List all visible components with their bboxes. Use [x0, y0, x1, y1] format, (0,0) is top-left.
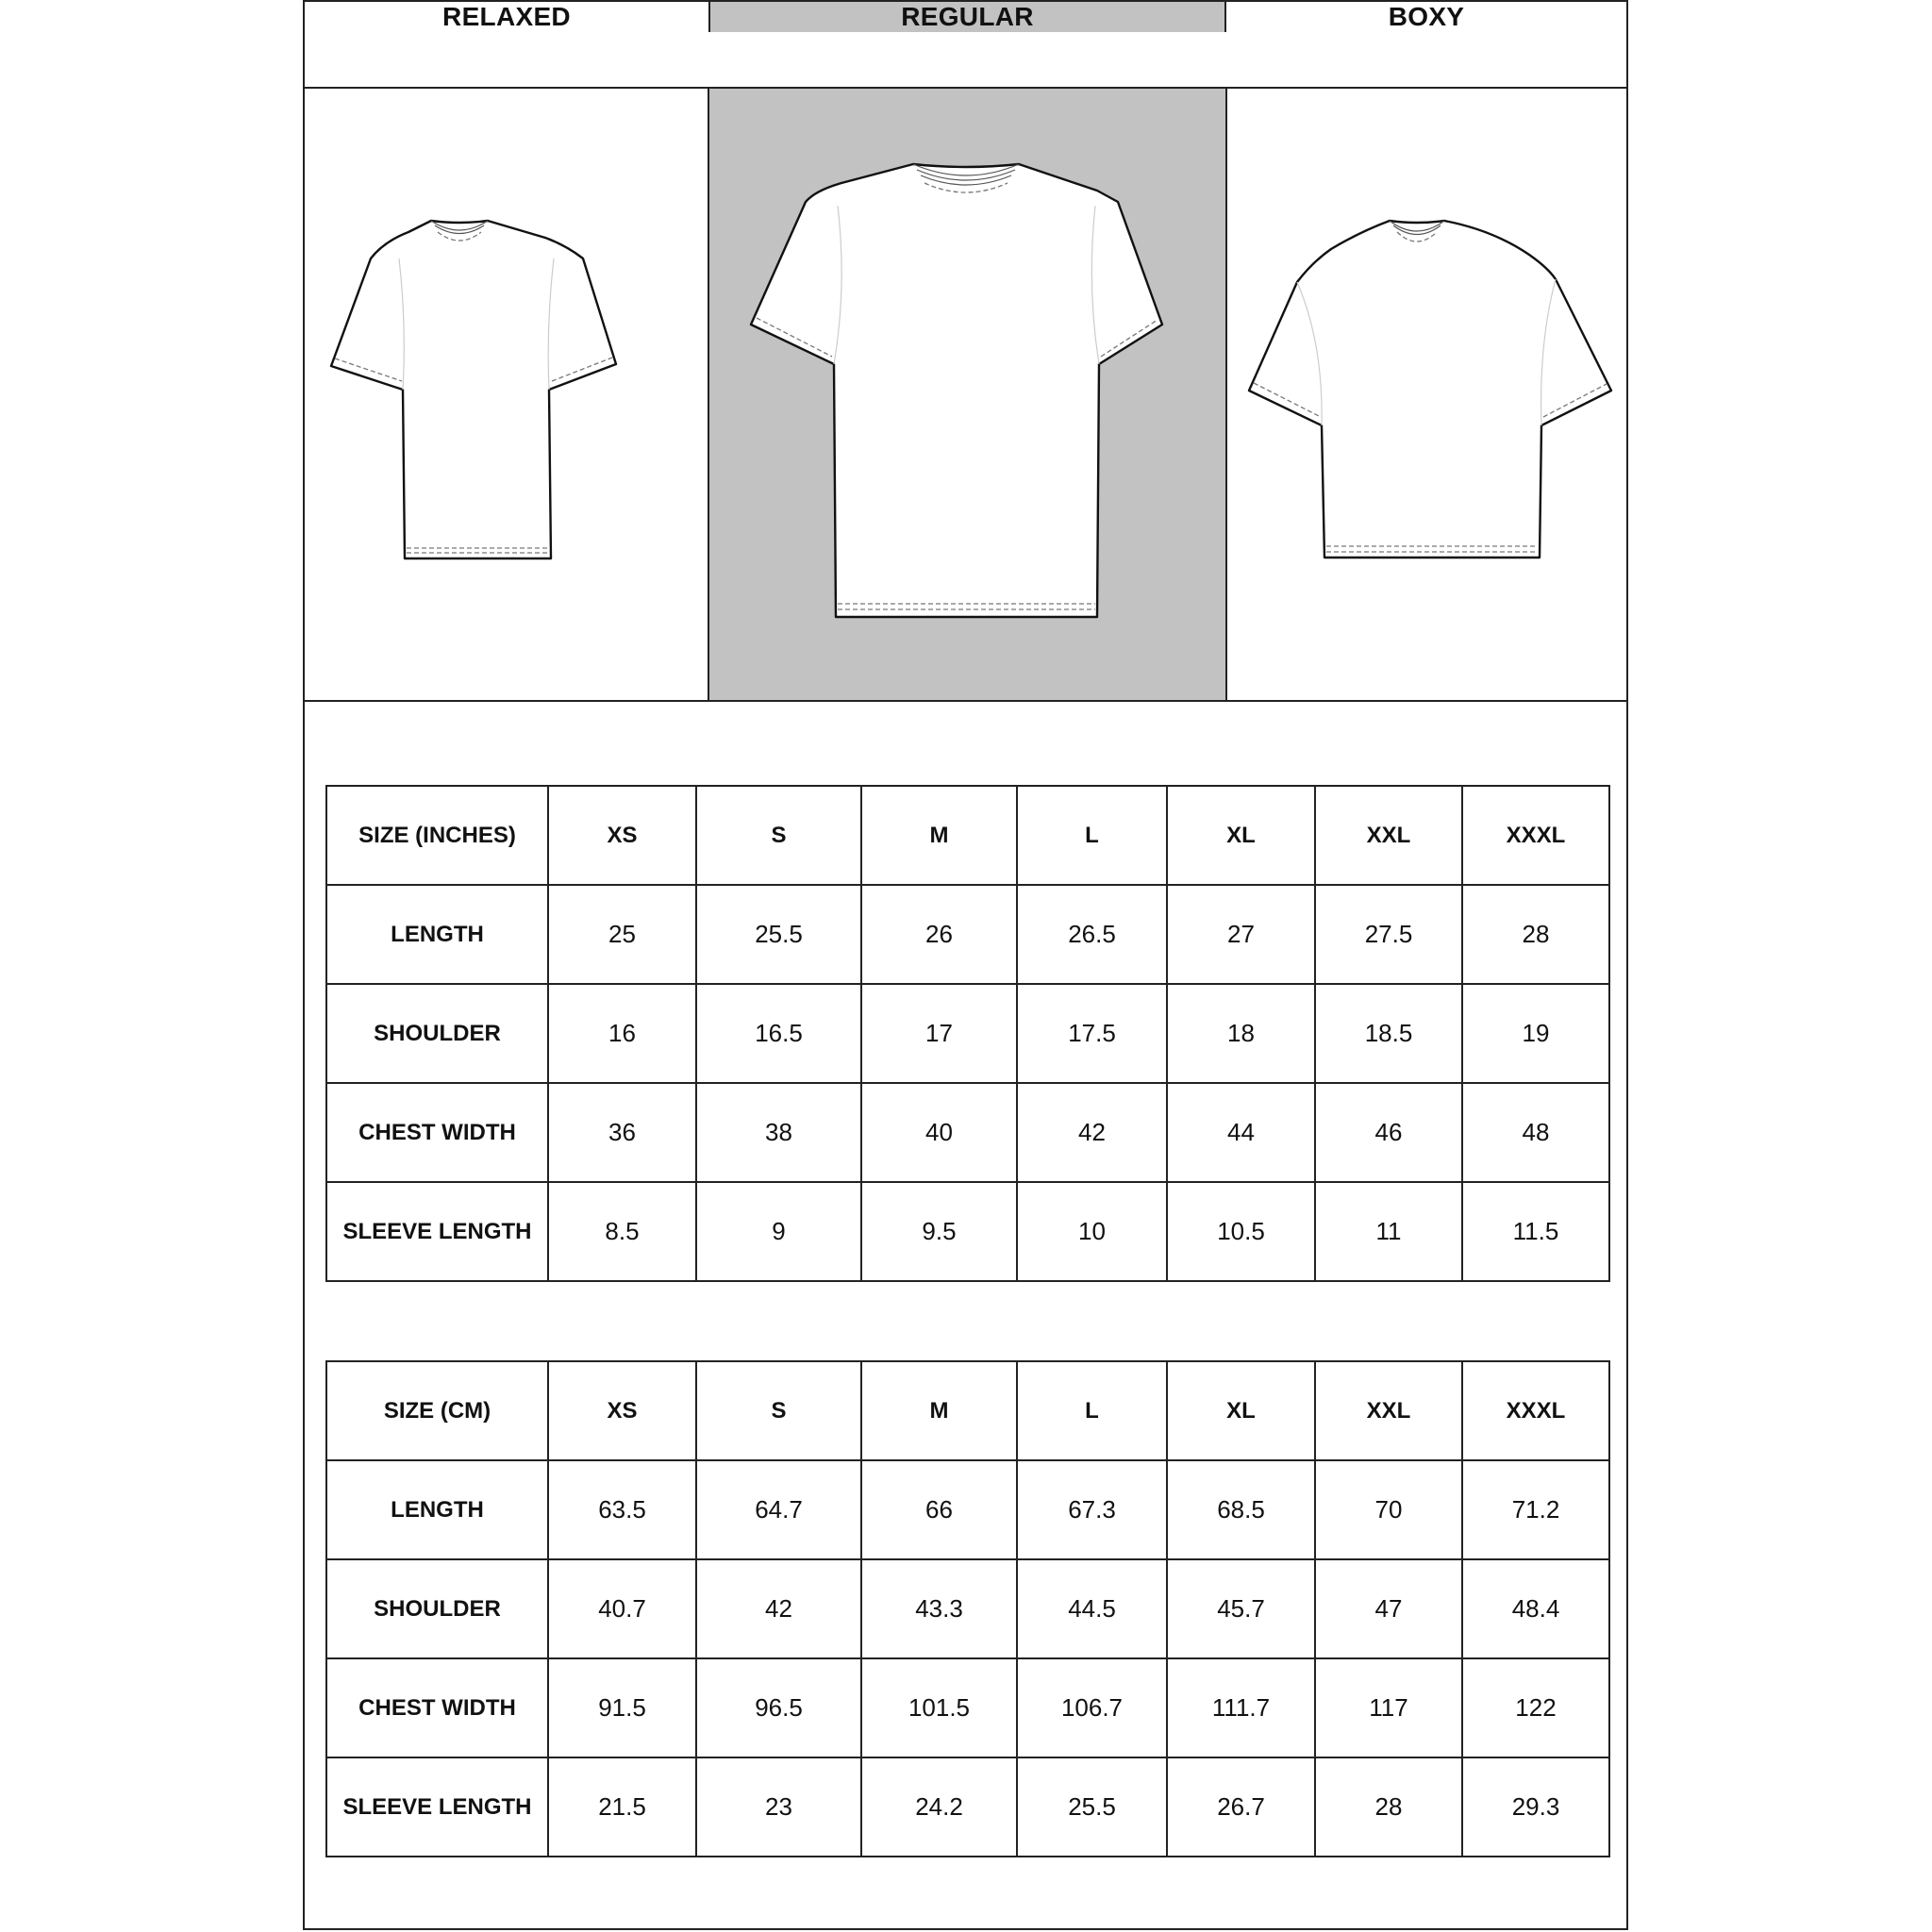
row-label: CHEST WIDTH	[326, 1083, 548, 1182]
row-label: CHEST WIDTH	[326, 1658, 548, 1757]
row-label: LENGTH	[326, 885, 548, 984]
table-cell: 117	[1315, 1658, 1462, 1757]
row-label: SLEEVE LENGTH	[326, 1757, 548, 1857]
table-cell: 18	[1167, 984, 1315, 1083]
table-cell: 26	[861, 885, 1017, 984]
cm-size-header: SIZE (CM)	[326, 1361, 548, 1460]
inches-size-m: M	[861, 786, 1017, 885]
table-cell: 24.2	[861, 1757, 1017, 1857]
fit-boxy-label: BOXY	[1388, 2, 1465, 31]
table-cell: 42	[1017, 1083, 1167, 1182]
cm-size-m: M	[861, 1361, 1017, 1460]
cm-size-s: S	[696, 1361, 861, 1460]
size-table-inches	[325, 785, 1610, 1282]
table-cell: 70	[1315, 1460, 1462, 1559]
table-cell: 18.5	[1315, 984, 1462, 1083]
cm-size-xl: XL	[1167, 1361, 1315, 1460]
fit-regular-label: REGULAR	[901, 2, 1034, 31]
fit-cell-relaxed	[305, 89, 708, 700]
fit-cell-boxy	[1227, 89, 1626, 700]
table-cell: 10	[1017, 1182, 1167, 1281]
table-cell: 101.5	[861, 1658, 1017, 1757]
fit-illustrations-row	[305, 89, 1626, 702]
table-cell: 68.5	[1167, 1460, 1315, 1559]
table-cell: 36	[548, 1083, 696, 1182]
fit-label-boxy	[1226, 2, 1626, 32]
table-cell: 9	[696, 1182, 861, 1281]
table-cell: 47	[1315, 1559, 1462, 1658]
fit-label-regular	[708, 2, 1226, 32]
table-cell: 48	[1462, 1083, 1609, 1182]
table-cell: 16	[548, 984, 696, 1083]
table-cell: 27	[1167, 885, 1315, 984]
table-cell: 40	[861, 1083, 1017, 1182]
inches-size-l: L	[1017, 786, 1167, 885]
table-cell: 26.7	[1167, 1757, 1315, 1857]
cm-size-l: L	[1017, 1361, 1167, 1460]
regular-tshirt-icon	[709, 89, 1225, 702]
table-cell: 11.5	[1462, 1182, 1609, 1281]
row-label: SHOULDER	[326, 1559, 548, 1658]
row-label: SLEEVE LENGTH	[326, 1182, 548, 1281]
fit-relaxed-label: RELAXED	[442, 2, 571, 31]
table-cell: 8.5	[548, 1182, 696, 1281]
cm-header-row	[326, 1361, 1609, 1460]
table-cell: 29.3	[1462, 1757, 1609, 1857]
table-cell: 28	[1315, 1757, 1462, 1857]
table-cell: 23	[696, 1757, 861, 1857]
table-cell: 96.5	[696, 1658, 861, 1757]
cm-row-length	[326, 1460, 1609, 1559]
table-cell: 26.5	[1017, 885, 1167, 984]
table-cell: 91.5	[548, 1658, 696, 1757]
table-cell: 19	[1462, 984, 1609, 1083]
table-cell: 27.5	[1315, 885, 1462, 984]
cm-row-sleeve-length	[326, 1757, 1609, 1857]
table-cell: 25	[548, 885, 696, 984]
table-cell: 71.2	[1462, 1460, 1609, 1559]
table-cell: 44.5	[1017, 1559, 1167, 1658]
inches-row-length	[326, 885, 1609, 984]
inches-size-xl: XL	[1167, 786, 1315, 885]
table-cell: 111.7	[1167, 1658, 1315, 1757]
table-cell: 40.7	[548, 1559, 696, 1658]
table-cell: 122	[1462, 1658, 1609, 1757]
inches-header-row	[326, 786, 1609, 885]
size-guide-sheet	[303, 0, 1628, 1930]
row-label: LENGTH	[326, 1460, 548, 1559]
fit-cell-regular	[709, 89, 1225, 700]
table-cell: 42	[696, 1559, 861, 1658]
table-cell: 63.5	[548, 1460, 696, 1559]
size-table-cm	[325, 1360, 1610, 1857]
fit-label-relaxed	[305, 2, 708, 32]
inches-size-s: S	[696, 786, 861, 885]
table-cell: 45.7	[1167, 1559, 1315, 1658]
relaxed-tshirt-icon	[305, 89, 708, 702]
cm-size-xxl: XXL	[1315, 1361, 1462, 1460]
table-cell: 64.7	[696, 1460, 861, 1559]
table-cell: 9.5	[861, 1182, 1017, 1281]
inches-size-xxxl: XXXL	[1462, 786, 1609, 885]
table-cell: 48.4	[1462, 1559, 1609, 1658]
inches-row-sleeve-length	[326, 1182, 1609, 1281]
cm-size-xxxl: XXXL	[1462, 1361, 1609, 1460]
table-cell: 11	[1315, 1182, 1462, 1281]
table-cell: 66	[861, 1460, 1017, 1559]
table-cell: 43.3	[861, 1559, 1017, 1658]
cm-row-chest-width	[326, 1658, 1609, 1757]
table-cell: 17.5	[1017, 984, 1167, 1083]
fit-header-row	[305, 2, 1626, 89]
table-cell: 106.7	[1017, 1658, 1167, 1757]
table-cell: 25.5	[696, 885, 861, 984]
table-cell: 25.5	[1017, 1757, 1167, 1857]
inches-size-xxl: XXL	[1315, 786, 1462, 885]
inches-row-chest-width	[326, 1083, 1609, 1182]
inches-row-shoulder	[326, 984, 1609, 1083]
table-cell: 21.5	[548, 1757, 696, 1857]
table-cell: 46	[1315, 1083, 1462, 1182]
table-cell: 44	[1167, 1083, 1315, 1182]
table-cell: 17	[861, 984, 1017, 1083]
boxy-tshirt-icon	[1227, 89, 1626, 702]
inches-size-xs: XS	[548, 786, 696, 885]
table-cell: 38	[696, 1083, 861, 1182]
table-cell: 28	[1462, 885, 1609, 984]
cm-row-shoulder	[326, 1559, 1609, 1658]
row-label: SHOULDER	[326, 984, 548, 1083]
cm-size-xs: XS	[548, 1361, 696, 1460]
table-cell: 16.5	[696, 984, 861, 1083]
table-cell: 67.3	[1017, 1460, 1167, 1559]
inches-size-header: SIZE (INCHES)	[326, 786, 548, 885]
table-cell: 10.5	[1167, 1182, 1315, 1281]
